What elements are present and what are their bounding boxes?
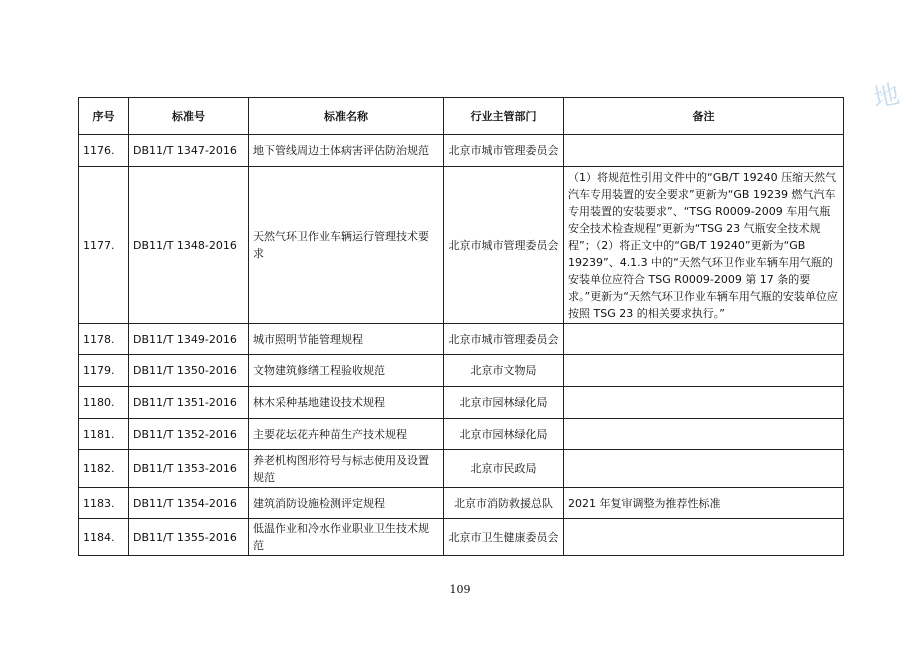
row-code: DB11/T 1353-2016 bbox=[129, 450, 249, 488]
header-dept: 行业主管部门 bbox=[444, 98, 564, 135]
header-name: 标准名称 bbox=[249, 98, 444, 135]
row-name: 地下管线周边土体病害评估防治规范 bbox=[249, 135, 444, 167]
table-row bbox=[79, 167, 844, 324]
table-row bbox=[79, 355, 844, 387]
row-note: （1）将规范性引用文件中的“GB/T 19240 压缩天然气汽车专用装置的安全要求”更新为“GB 19239 燃气汽车专用装置的安装要求”、“TSG R0009-2009 车用气瓶安全技术检查规程”更新为“TSG 23 气瓶安全技术规程”；（2）将正文中的“GB/T 19240”更新为“GB 19239”、4.1.3 中的“天然气环卫作业车辆车用气瓶的安装单位应符合 TSG R0009-2009 第 17 条的要求。”更新为“天然气环卫作业车辆车用气瓶的安装单位应按照 TSG 23 的相关要求执行。” bbox=[564, 167, 844, 324]
row-name: 养老机构图形符号与标志使用及设置规范 bbox=[249, 450, 444, 488]
table-row bbox=[79, 519, 844, 556]
row-dept: 北京市城市管理委员会 bbox=[444, 167, 564, 324]
row-num: 1176. bbox=[79, 135, 129, 167]
row-name: 林木采种基地建设技术规程 bbox=[249, 387, 444, 419]
row-code: DB11/T 1348-2016 bbox=[129, 167, 249, 324]
row-code: DB11/T 1350-2016 bbox=[129, 355, 249, 387]
row-name: 主要花坛花卉种苗生产技术规程 bbox=[249, 419, 444, 450]
row-num: 1179. bbox=[79, 355, 129, 387]
table-header-row bbox=[79, 98, 844, 135]
row-dept: 北京市民政局 bbox=[444, 450, 564, 488]
row-dept: 北京市城市管理委员会 bbox=[444, 324, 564, 355]
table-row bbox=[79, 488, 844, 519]
row-code: DB11/T 1351-2016 bbox=[129, 387, 249, 419]
row-name: 建筑消防设施检测评定规程 bbox=[249, 488, 444, 519]
row-num: 1182. bbox=[79, 450, 129, 488]
header-note: 备注 bbox=[564, 98, 844, 135]
row-num: 1177. bbox=[79, 167, 129, 324]
table-row bbox=[79, 450, 844, 488]
row-note bbox=[564, 450, 844, 488]
row-code: DB11/T 1347-2016 bbox=[129, 135, 249, 167]
row-code: DB11/T 1355-2016 bbox=[129, 519, 249, 556]
row-name: 天然气环卫作业车辆运行管理技术要求 bbox=[249, 167, 444, 324]
row-num: 1178. bbox=[79, 324, 129, 355]
table-row bbox=[79, 324, 844, 355]
row-note bbox=[564, 387, 844, 419]
table-row bbox=[79, 419, 844, 450]
row-num: 1180. bbox=[79, 387, 129, 419]
standards-table bbox=[78, 97, 844, 556]
row-dept: 北京市卫生健康委员会 bbox=[444, 519, 564, 556]
row-code: DB11/T 1352-2016 bbox=[129, 419, 249, 450]
row-name: 城市照明节能管理规程 bbox=[249, 324, 444, 355]
row-dept: 北京市园林绿化局 bbox=[444, 419, 564, 450]
row-num: 1181. bbox=[79, 419, 129, 450]
row-dept: 北京市消防救援总队 bbox=[444, 488, 564, 519]
row-name: 低温作业和冷水作业职业卫生技术规范 bbox=[249, 519, 444, 556]
row-code: DB11/T 1354-2016 bbox=[129, 488, 249, 519]
table-row bbox=[79, 135, 844, 167]
row-num: 1184. bbox=[79, 519, 129, 556]
row-code: DB11/T 1349-2016 bbox=[129, 324, 249, 355]
row-note: 2021 年复审调整为推荐性标准 bbox=[564, 488, 844, 519]
row-dept: 北京市园林绿化局 bbox=[444, 387, 564, 419]
header-code: 标准号 bbox=[129, 98, 249, 135]
row-note bbox=[564, 324, 844, 355]
row-dept: 北京市城市管理委员会 bbox=[444, 135, 564, 167]
row-note bbox=[564, 519, 844, 556]
page-number: 109 bbox=[449, 583, 471, 596]
row-name: 文物建筑修缮工程验收规范 bbox=[249, 355, 444, 387]
row-dept: 北京市文物局 bbox=[444, 355, 564, 387]
table-row bbox=[79, 387, 844, 419]
row-note bbox=[564, 355, 844, 387]
watermark: 地 bbox=[870, 79, 903, 115]
row-note bbox=[564, 135, 844, 167]
row-note bbox=[564, 419, 844, 450]
row-num: 1183. bbox=[79, 488, 129, 519]
header-num: 序号 bbox=[79, 98, 129, 135]
